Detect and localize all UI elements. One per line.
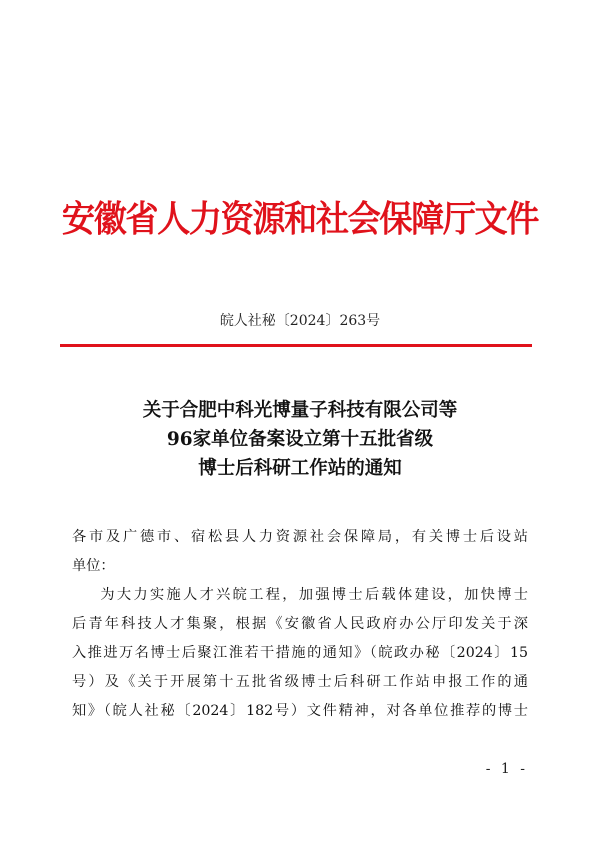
paragraph-line: 号）及《关于开展第十五批省级博士后科研工作站申报工作的通 [72,674,528,690]
paragraph-line: 为大力实施人才兴皖工程，加强博士后载体建设，加快博士 [100,587,528,603]
org-masthead-title: 安徽省人力资源和社会保障厅文件 [61,199,539,240]
document-number: 皖人社秘〔2024〕263号 [219,313,381,329]
title-line: 96家单位备案设立第十五批省级 [166,429,434,450]
title-line: 关于合肥中科光博量子科技有限公司等 [142,400,458,421]
addressee [72,523,528,581]
paragraph-line: 入推进万名博士后聚江淮若干措施的通知》（皖政办秘〔2024〕15 [72,645,528,661]
red-divider-line [60,344,532,347]
notice-title [0,396,600,483]
paragraph [72,581,528,726]
addressee-line: 单位： [72,558,115,574]
notice-body [72,523,528,726]
addressee-line: 各市及广德市、宿松县人力资源社会保障局，有关博士后设站 [72,529,528,545]
title-line: 博士后科研工作站的通知 [198,458,402,479]
paragraph-line: 后青年科技人才集聚，根据《安徽省人民政府办公厅印发关于深 [72,616,528,632]
page-number: - 1 - [485,761,528,777]
paragraph-line: 知》（皖人社秘〔2024〕182号）文件精神，对各单位推荐的博士 [72,703,528,719]
